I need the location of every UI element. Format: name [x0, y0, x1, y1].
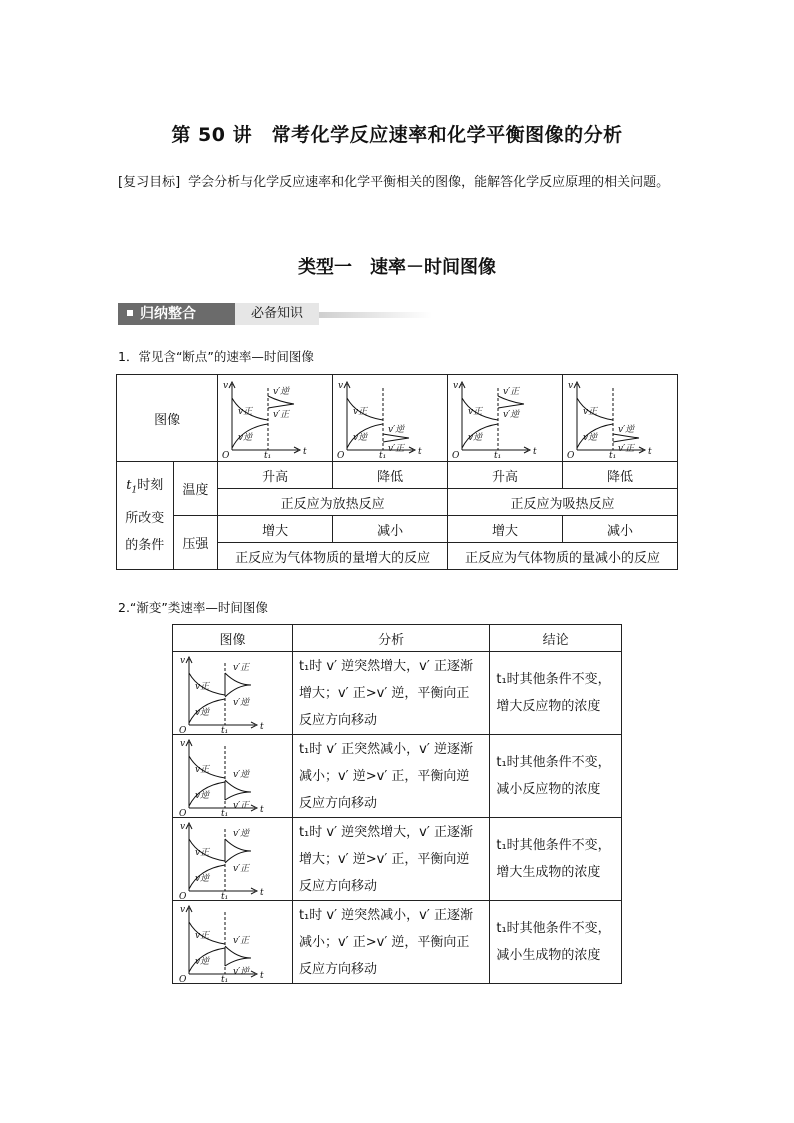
- origin-label: O: [222, 451, 230, 458]
- header-conclusion: 结论: [490, 625, 622, 652]
- origin-label: O: [179, 892, 187, 899]
- axis-t-label: t: [260, 805, 265, 815]
- t1-label: t₁: [221, 975, 229, 982]
- banner-main-label: 归纳整合: [140, 306, 196, 322]
- continuous-curve: [225, 851, 251, 863]
- after-upper-label: v′逆: [273, 387, 290, 397]
- jump-label: v′正: [233, 936, 250, 946]
- t1-label: t₁: [264, 451, 272, 458]
- t1-label: t₁: [221, 892, 229, 899]
- after-upper-curve: [268, 396, 294, 404]
- gradual-graph-1: [173, 652, 293, 735]
- pressure-value: 减小: [563, 516, 678, 543]
- conclusion-line: t₁时其他条件不变，: [496, 755, 611, 770]
- v-ni-label: v逆: [195, 708, 210, 718]
- t1-label-a: 时刻: [137, 478, 164, 494]
- continuous-curve: [225, 946, 251, 958]
- conclusion-line: 增大反应物的浓度: [496, 699, 601, 714]
- analysis-line: 增大；v′ 正>v′ 逆，平衡向正: [298, 685, 470, 701]
- t1-label: t₁: [494, 451, 502, 458]
- origin-label: O: [179, 975, 187, 982]
- t1-label: t₁: [609, 451, 617, 458]
- table-row: [173, 901, 622, 984]
- t1-label: t₁: [221, 726, 229, 733]
- graph-temp-up-endo: [448, 375, 563, 462]
- axis-v-label: v: [453, 381, 459, 391]
- v-zheng-label: v正: [468, 407, 483, 417]
- conclusion-line: t₁时其他条件不变，: [496, 838, 611, 853]
- temp-value: 升高: [218, 462, 333, 489]
- page-title: 第 50 讲 常考化学反应速率和化学平衡图像的分析: [171, 124, 623, 146]
- conclusion-cell: [490, 818, 622, 901]
- temp-label: 温度: [173, 462, 218, 516]
- analysis-line: 反应方向移动: [298, 795, 377, 811]
- axis-v-label: v: [223, 381, 229, 391]
- temp-value: 降低: [563, 462, 678, 489]
- conclusion-line: t₁时其他条件不变，: [496, 672, 611, 687]
- v-zheng-label: v正: [195, 931, 210, 941]
- analysis-cell: [292, 652, 489, 735]
- v-zheng-label: v正: [195, 765, 210, 775]
- v-zheng-label: v正: [195, 682, 210, 692]
- v-ni-label: v逆: [583, 433, 598, 443]
- jump-label: v′逆: [233, 770, 250, 780]
- axis-v-label: v: [180, 905, 186, 915]
- part1-heading: 1．常见含“断点”的速率—时间图像: [118, 349, 314, 364]
- after-lower-label: v′正: [618, 444, 635, 454]
- after-lower-label: v′逆: [503, 410, 520, 420]
- v-zheng-label: v正: [195, 848, 210, 858]
- rate-time-graph-3: [450, 378, 560, 458]
- origin-label: O: [179, 809, 187, 816]
- after-lower-curve: [268, 404, 294, 408]
- banner-rule: [319, 312, 432, 318]
- after-lower-label: v′正: [273, 410, 290, 420]
- axis-t-label: t: [648, 447, 652, 457]
- analysis-cell: [292, 818, 489, 901]
- continuous-label: v′逆: [233, 967, 250, 977]
- jump-label: v′逆: [233, 829, 250, 839]
- origin-label: O: [337, 451, 345, 458]
- axis-v-label: v: [180, 822, 186, 832]
- axis-t-label: t: [418, 447, 422, 457]
- t1-label: t₁: [379, 451, 387, 458]
- v-ni-label: v逆: [353, 433, 368, 443]
- pressure-result: 正反应为气体物质的量减小的反应: [448, 543, 678, 570]
- gradual-graph-4: [173, 901, 293, 984]
- after-lower-curve: [498, 404, 524, 408]
- table-row: [173, 652, 622, 735]
- square-icon: [127, 310, 133, 316]
- temp-result: 正反应为吸热反应: [448, 489, 678, 516]
- v-zheng-label: v正: [238, 407, 253, 417]
- origin-label: O: [567, 451, 575, 458]
- table-row: [173, 735, 622, 818]
- temp-value: 升高: [448, 462, 563, 489]
- table-row: [173, 818, 622, 901]
- after-upper-label: v′逆: [388, 425, 405, 435]
- jump-label: v′正: [233, 663, 250, 673]
- analysis-line: t₁时 v′ 逆突然增大，v′ 正逐渐: [298, 658, 473, 674]
- axis-v-label: v: [180, 656, 186, 666]
- continuous-curve: [225, 780, 251, 792]
- conclusion-line: t₁时其他条件不变，: [496, 921, 611, 936]
- graph-temp-down-endo: [563, 375, 678, 462]
- axis-t-label: t: [260, 971, 265, 981]
- pressure-label: 压强: [173, 516, 218, 570]
- v-zheng-label: v正: [583, 407, 598, 417]
- graph-temp-up-exo: [218, 375, 333, 462]
- goal-text: 学会分析与化学反应速率和化学平衡相关的图像，能解答化学反应原理的相关问题。: [188, 175, 670, 190]
- pressure-value: 增大: [448, 516, 563, 543]
- breakpoint-table: [116, 374, 678, 570]
- graph-temp-down-exo: [333, 375, 448, 462]
- t1-condition-label: [117, 462, 174, 570]
- v-ni-label: v逆: [468, 433, 483, 443]
- origin-label: O: [179, 726, 187, 733]
- axis-t-label: t: [303, 447, 307, 457]
- axis-t-label: t: [260, 722, 265, 732]
- summary-banner: [118, 303, 432, 325]
- t1-symbol: $t_1$: [126, 478, 138, 496]
- analysis-cell: [292, 901, 489, 984]
- analysis-line: 反应方向移动: [298, 878, 377, 894]
- analysis-line: 减小；v′ 逆>v′ 正，平衡向逆: [298, 768, 470, 784]
- section-title: 类型一 速率－时间图像: [298, 257, 496, 278]
- analysis-line: t₁时 v′ 逆突然减小，v′ 正逐渐: [298, 907, 473, 923]
- analysis-line: 反应方向移动: [298, 712, 377, 728]
- pressure-value: 增大: [218, 516, 333, 543]
- banner-main: [118, 303, 235, 325]
- conclusion-cell: [490, 901, 622, 984]
- pressure-value: 减小: [333, 516, 448, 543]
- gradual-graph-2: [173, 735, 293, 818]
- conclusion-cell: [490, 735, 622, 818]
- analysis-line: t₁时 v′ 正突然减小，v′ 逆逐渐: [298, 741, 473, 757]
- after-upper-curve: [498, 396, 524, 404]
- conclusion-line: 减小生成物的浓度: [496, 948, 601, 963]
- rate-time-graph-g3: [177, 819, 287, 899]
- rate-time-graph-2: [335, 378, 445, 458]
- after-upper-label: v′正: [503, 387, 520, 397]
- v-ni-label: v逆: [195, 957, 210, 967]
- temp-result: 正反应为放热反应: [218, 489, 448, 516]
- temp-value: 降低: [333, 462, 448, 489]
- rate-time-graph-g2: [177, 736, 287, 816]
- v-ni-label: v逆: [238, 433, 253, 443]
- axis-v-label: v: [568, 381, 574, 391]
- after-lower-label: v′正: [388, 444, 405, 454]
- conclusion-line: 减小反应物的浓度: [496, 782, 601, 797]
- header-analysis: 分析: [292, 625, 489, 652]
- t1-label-b: 所改变: [125, 510, 165, 526]
- v-ni-label: v逆: [195, 874, 210, 884]
- origin-label: O: [452, 451, 460, 458]
- t1-label: t₁: [221, 809, 229, 816]
- jump-curve: [225, 673, 251, 685]
- analysis-line: 反应方向移动: [298, 961, 377, 977]
- header-image: 图像: [173, 625, 293, 652]
- jump-curve: [225, 839, 251, 851]
- analysis-line: 减小；v′ 正>v′ 逆，平衡向正: [298, 934, 470, 950]
- review-goal: [118, 170, 683, 196]
- conclusion-cell: [490, 652, 622, 735]
- t1-label-c: 的条件: [125, 537, 165, 553]
- gradual-graph-3: [173, 818, 293, 901]
- continuous-curve: [225, 685, 251, 697]
- after-lower-curve: [383, 438, 409, 442]
- banner-sub: 必备知识: [235, 303, 319, 325]
- continuous-label: v′正: [233, 864, 250, 874]
- rate-time-graph-4: [565, 378, 675, 458]
- jump-curve: [225, 792, 251, 800]
- analysis-line: t₁时 v′ 逆突然增大，v′ 正逐渐: [298, 824, 473, 840]
- axis-v-label: v: [338, 381, 344, 391]
- v-zheng-label: v正: [353, 407, 368, 417]
- jump-curve: [225, 958, 251, 966]
- rate-time-graph-g1: [177, 653, 287, 733]
- after-upper-label: v′逆: [618, 425, 635, 435]
- rate-time-graph-g4: [177, 902, 287, 982]
- continuous-label: v′逆: [233, 698, 250, 708]
- after-lower-curve: [613, 438, 639, 442]
- continuous-label: v′正: [233, 801, 250, 811]
- v-ni-label: v逆: [195, 791, 210, 801]
- gradual-table: [172, 624, 622, 984]
- rate-time-graph-1: [220, 378, 330, 458]
- analysis-line: 增大；v′ 逆>v′ 正，平衡向逆: [298, 851, 470, 867]
- axis-v-label: v: [180, 739, 186, 749]
- conclusion-line: 增大生成物的浓度: [496, 865, 601, 880]
- part2-heading: 2.“渐变”类速率—时间图像: [118, 600, 268, 615]
- analysis-cell: [292, 735, 489, 818]
- axis-t-label: t: [533, 447, 537, 457]
- pressure-result: 正反应为气体物质的量增大的反应: [218, 543, 448, 570]
- axis-t-label: t: [260, 888, 265, 898]
- goal-tag: [复习目标]: [118, 175, 181, 190]
- image-row-label: 图像: [117, 375, 218, 462]
